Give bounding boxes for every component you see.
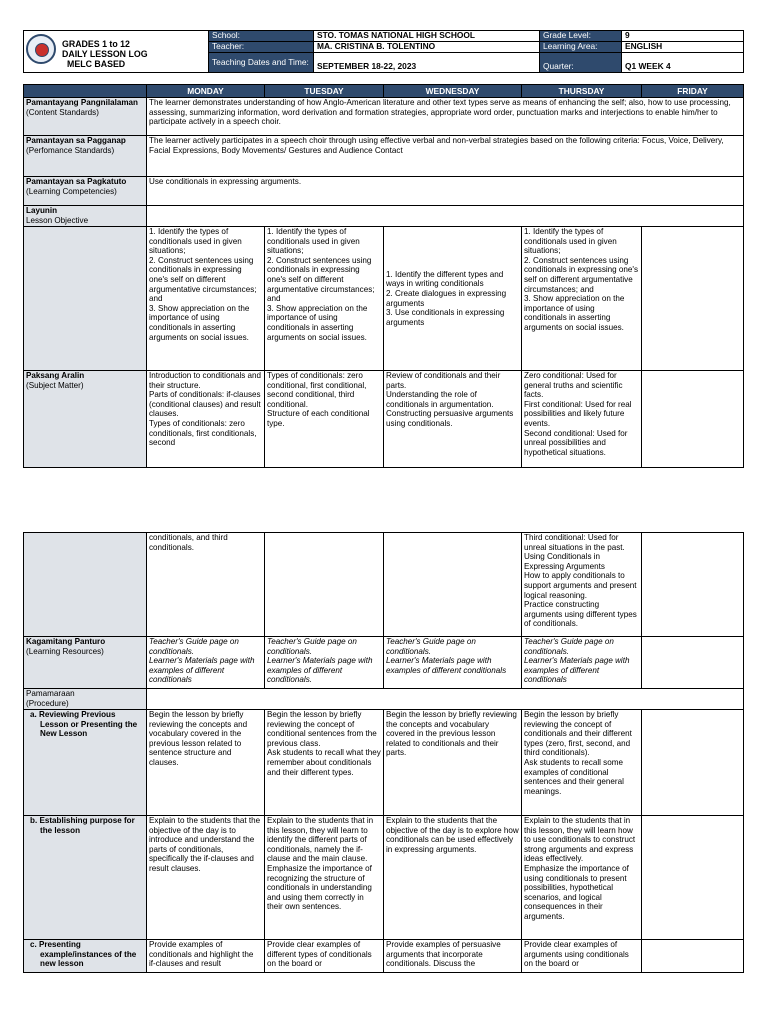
performance-standards-subtitle: (Perfomance Standards) [26, 145, 115, 155]
establishing-friday [642, 816, 744, 940]
quarter-label: Quarter: [540, 53, 622, 73]
reviewing-wednesday: Begin the lesson by briefly reviewing the concepts and vocabulary covered in the previous lesson related to conditionals and their parts. [384, 710, 522, 816]
resources-tuesday: Teacher's Guide page on conditionals. Learner's Materials page with examples of different conditionals. [265, 637, 384, 689]
grade-value: 9 [622, 31, 744, 42]
procedure-subtitle: (Procedure) [26, 698, 69, 708]
competencies-text: Use conditionals in expressing arguments. [147, 177, 744, 206]
deped-seal-icon [26, 34, 56, 64]
school-label: School: [209, 31, 314, 42]
reviewing-tuesday: Begin the lesson by briefly reviewing the concept of conditional sentences from the previous class. Ask students to recall what they remember about conditionals and their different types. [265, 710, 384, 816]
establishing-label [24, 816, 147, 940]
presenting-monday: Provide examples of conditionals and highlight the if-clauses and result [147, 940, 265, 973]
competencies-subtitle: (Learning Competencies) [26, 186, 117, 196]
subject-cont-tuesday [265, 533, 384, 637]
establishing-title: b. Establishing purpose for the lesson [30, 816, 135, 835]
objective-header-blank [147, 206, 744, 227]
area-value: ENGLISH [622, 42, 744, 53]
resources-label [24, 637, 147, 689]
subject-cont-wednesday [384, 533, 522, 637]
lesson-table-page-1 [23, 84, 744, 468]
objective-subtitle: Lesson Objective [26, 215, 89, 225]
presenting-title: c. Presenting example/instances of the new lesson [30, 940, 137, 969]
performance-standards-title: Pamantayan sa Pagganap [26, 136, 126, 145]
title-line-3: MELC BASED [67, 59, 126, 70]
objective-label [24, 206, 147, 227]
day-thursday: THURSDAY [522, 85, 642, 98]
resources-wednesday: Teacher's Guide page on conditionals. Learner's Materials page with examples of different conditionals [384, 637, 522, 689]
establishing-thursday: Explain to the students that in this lesson, they will learn how to use conditionals to construct strong arguments and express ideas effectively. Emphasize the importance of using conditionals to present possibilities, hypothetical scenarios, and logical consequences in their arguments. [522, 816, 642, 940]
day-friday: FRIDAY [642, 85, 744, 98]
resources-friday [642, 637, 744, 689]
objective-blank-cell [24, 227, 147, 371]
subject-thursday: Zero conditional: Used for general truths and scientific facts. First conditional: Used for real possibilities and likely future events. Second conditional: Used for unreal possibilities and hypothetical situations. [522, 371, 642, 468]
establishing-monday: Explain to the students that the objective of the day is to introduce and understand the parts of conditionals, specifically the if-clauses and result clauses. [147, 816, 265, 940]
subject-cont-friday [642, 533, 744, 637]
subject-matter-label [24, 371, 147, 468]
content-standards-subtitle: (Content Standards) [26, 107, 99, 117]
reviewing-friday [642, 710, 744, 816]
dates-value: SEPTEMBER 18-22, 2023 [314, 53, 540, 73]
subject-cont-monday: conditionals, and third conditionals. [147, 533, 265, 637]
objective-friday [642, 227, 744, 371]
title-line-2: DAILY LESSON LOG [62, 49, 148, 60]
reviewing-monday: Begin the lesson by briefly reviewing the concepts and vocabulary covered in the previous lesson related to sentence structure and clauses. [147, 710, 265, 816]
objective-wednesday: 1. Identify the different types and ways in writing conditionals 2. Create dialogues in expressing arguments 3. Use conditionals in expressing arguments [384, 227, 522, 371]
procedure-label [24, 689, 147, 710]
school-value: STO. TOMAS NATIONAL HIGH SCHOOL [314, 31, 540, 42]
reviewing-title: a. Reviewing Previous Lesson or Presenting the New Lesson [30, 710, 138, 739]
procedure-title: Pamamaraan [26, 689, 75, 698]
teacher-value: MA. CRISTINA B. TOLENTINO [314, 42, 540, 53]
subject-monday: Introduction to conditionals and their structure. Parts of conditionals: if-clauses (conditional clauses) and result clauses. Types of conditionals: zero conditionals, first conditionals, second [147, 371, 265, 468]
quarter-value: Q1 WEEK 4 [622, 53, 744, 73]
dates-label: Teaching Dates and Time: [209, 53, 314, 73]
resources-subtitle: (Learning Resources) [26, 646, 104, 656]
day-monday: MONDAY [147, 85, 265, 98]
subject-matter-title: Paksang Aralin [26, 371, 85, 380]
content-standards-label [24, 98, 147, 136]
presenting-wednesday: Provide examples of persuasive arguments that incorporate conditionals. Discuss the [384, 940, 522, 973]
presenting-tuesday: Provide clear examples of different types of conditionals on the board or [265, 940, 384, 973]
establishing-wednesday: Explain to the students that the objective of the day is to explore how conditionals can be used effectively in expressing arguments. [384, 816, 522, 940]
days-corner [24, 85, 147, 98]
resources-title: Kagamitang Panturo [26, 637, 106, 646]
area-label: Learning Area: [540, 42, 622, 53]
resources-thursday: Teacher's Guide page on conditionals. Learner's Materials page with examples of different conditionals [522, 637, 642, 689]
day-wednesday: WEDNESDAY [384, 85, 522, 98]
subject-tuesday: Types of conditionals: zero conditional, first conditional, second conditional, third conditional. Structure of each conditional type. [265, 371, 384, 468]
title-line-1: GRADES 1 to 12 [62, 39, 130, 49]
header-table [23, 30, 744, 73]
header-title-cell [24, 31, 209, 73]
objective-monday: 1. Identify the types of conditionals used in given situations; 2. Construct sentences using conditionals in expressing one's self on different argumentative circumstances; and 3. Show appreciation on the importance of using conditionals in asserting arguments on social issues. [147, 227, 265, 371]
subject-matter-subtitle: (Subject Matter) [26, 380, 84, 390]
objective-tuesday: 1. Identify the types of conditionals used in given situations; 2. Construct sentences using conditionals in expressing one's self on different argumentative circumstances; and 3. Show appreciation on the importance of using conditionals in asserting arguments on social issues. [265, 227, 384, 371]
competencies-label [24, 177, 147, 206]
reviewing-thursday: Begin the lesson by briefly reviewing the concept of conditionals and their different types (zero, first, second, and third conditionals). Ask students to recall some examples of conditional sentences and their general meanings. [522, 710, 642, 816]
competencies-title: Pamantayan sa Pagkatuto [26, 177, 127, 186]
lesson-table-page-2 [23, 532, 744, 973]
grade-label: Grade Level: [540, 31, 622, 42]
content-standards-text: The learner demonstrates understanding of how Anglo-American literature and other text types serve as means of enhancing the self; also, how to use processing, assessing, summarizing information, word derivation and formation strategies, appropriate word order, punctuation marks and interjections to enable him/her to participate actively in a speech choir. [147, 98, 744, 136]
presenting-thursday: Provide clear examples of arguments using conditionals on the board or [522, 940, 642, 973]
presenting-label [24, 940, 147, 973]
objective-title: Layunin [26, 206, 58, 215]
establishing-tuesday: Explain to the students that in this lesson, they will learn to identify the different parts of conditionals, namely the if-clause and the main clause. Emphasize the importance of recognizing the structure of conditionals in understanding and using them correctly in their own sentences. [265, 816, 384, 940]
resources-monday: Teacher's Guide page on conditionals. Learner's Materials page with examples of different conditionals [147, 637, 265, 689]
procedure-blank [147, 689, 744, 710]
subject-wednesday: Review of conditionals and their parts. Understanding the role of conditionals in argumentation. Constructing persuasive arguments using conditionals. [384, 371, 522, 468]
subject-cont-thursday: Third conditional: Used for unreal situations in the past. Using Conditionals in Expressing Arguments How to apply conditionals to support arguments and present logical reasoning. Practice constructing arguments using different types of conditionals. [522, 533, 642, 637]
subject-friday [642, 371, 744, 468]
subject-cont-blank [24, 533, 147, 637]
performance-standards-text: The learner actively participates in a speech choir through using effective verbal and non-verbal strategies based on the following criteria: Focus, Voice, Delivery, Facial Expressions, Body Movements/ Gestures and Audience Contact [147, 136, 744, 177]
objective-thursday: 1. Identify the types of conditionals used in given situations; 2. Construct sentences using conditionals in expressing one's self on different argumentative circumstances; and 3. Show appreciation on the importance of using conditionals in asserting arguments on social issues. [522, 227, 642, 371]
reviewing-label [24, 710, 147, 816]
teacher-label: Teacher: [209, 42, 314, 53]
day-tuesday: TUESDAY [265, 85, 384, 98]
content-standards-title: Pamantayang Pangnilalaman [26, 98, 139, 107]
performance-standards-label [24, 136, 147, 177]
presenting-friday [642, 940, 744, 973]
